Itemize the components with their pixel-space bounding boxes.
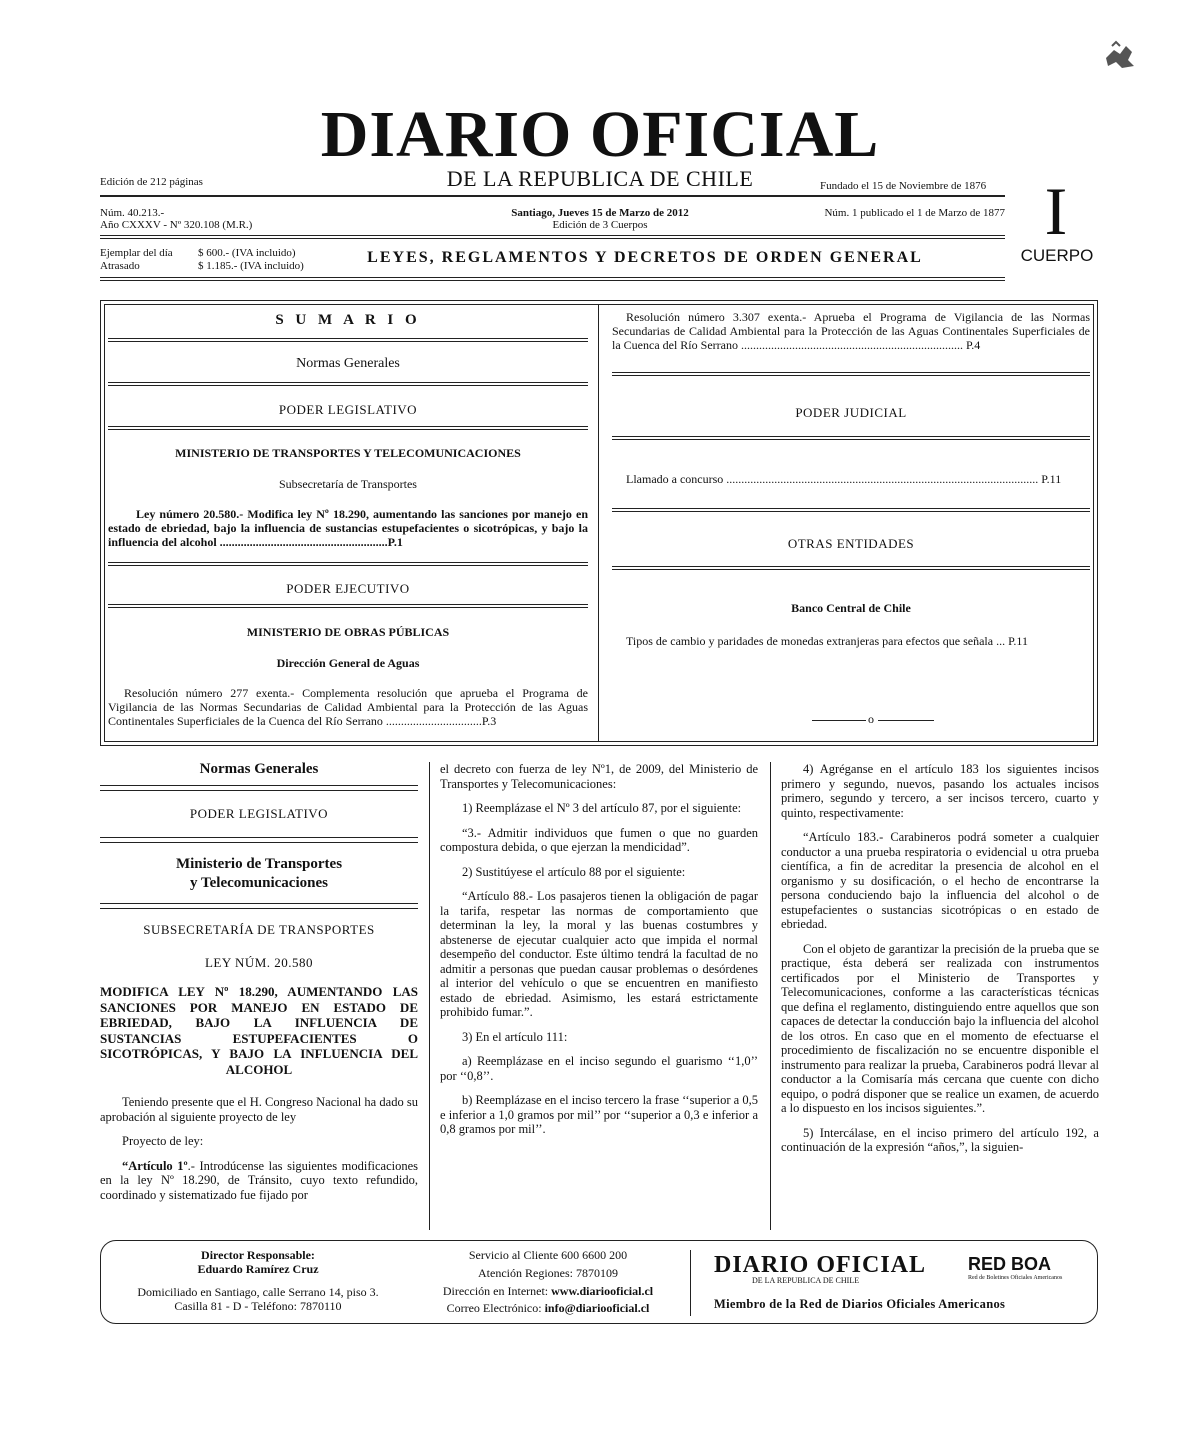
col1-ministerio-2: y Telecomunicaciones [190, 875, 328, 891]
sumario-end-mark: o [868, 712, 874, 726]
sumario-ministerio-obras: MINISTERIO DE OBRAS PÚBLICAS [246, 625, 450, 639]
sumario-res-277[interactable]: Resolución número 277 exenta.- Complementa resolución que aprueba el Programa de Vigilancia de las Normas Secundarias de Calidad Ambiental para la Protección de las Aguas Continentales Superficiales de la Cuenca del Río Serrano ................................P.3 [108, 686, 588, 728]
col2-paragraph-6: a) Reemplázase en el inciso segundo el guarismo ‘‘1,0’’ por ‘‘0,8’’. [440, 1054, 758, 1083]
article-column-3 [781, 762, 1099, 1165]
first-published: Núm. 1 publicado el 1 de Marzo de 1877 [824, 207, 1005, 219]
corner-stamp-icon [1100, 40, 1140, 74]
col2-paragraph-7: b) Reemplázase en el inciso tercero la frase ‘‘superior a 0,5 e inferior a 1,0 gramos por mil’’ por ‘‘superior a 0,3 e inferior a 0,8 gramos por mil’’. [440, 1093, 758, 1136]
col3-paragraph-4: 5) Intercálase, en el inciso primero del artículo 192, a continuación de la expresión “años,”, la siguien- [781, 1125, 1099, 1154]
sumario-res-3307[interactable]: Resolución número 3.307 exenta.- Aprueba el Programa de Vigilancia de las Normas Secundarias de Calidad Ambiental para la Protección de las Aguas Continentales Superficiales de la Cuenca del Río Serrano .......................................................................... P.4 [612, 310, 1090, 352]
sumario-title: S U M A R I O [275, 312, 421, 328]
sumario-normas: Normas Generales [296, 356, 400, 371]
col1-ministerio: Ministerio de Transportes [175, 856, 343, 872]
sumario-subsecretaria: Subsecretaría de Transportes [279, 477, 417, 491]
footer-email-label: Correo Electrónico: [446, 1301, 545, 1315]
col2-paragraph-0: el decreto con fuerza de ley Nº1, de 2009, del Ministerio de Transportes y Telecomunicaciones: [440, 762, 758, 791]
footer-director-label: Director Responsable: [201, 1248, 315, 1262]
edition-pages: Edición de 212 páginas [100, 176, 203, 188]
cuerpo-label: CUERPO [1020, 246, 1094, 265]
sumario-tipos-cambio[interactable]: Tipos de cambio y paridades de monedas extranjeras para efectos que señala ... P.11 [626, 634, 1028, 648]
footer-address-1: Domiciliado en Santiago, calle Serrano 14, piso 3. [137, 1285, 379, 1299]
footer-web-label: Dirección en Internet: [442, 1284, 552, 1298]
sumario-ministerio-transportes: MINISTERIO DE TRANSPORTES Y TELECOMUNICACIONES [175, 446, 521, 460]
footer-address-2: Casilla 81 - D - Teléfono: 7870110 [174, 1299, 342, 1313]
redboa-logo: RED BOA [968, 1254, 1052, 1274]
sumario-otras-entidades: OTRAS ENTIDADES [787, 536, 915, 551]
sumario-poder-legislativo: PODER LEGISLATIVO [278, 402, 418, 417]
col2-paragraph-2: “3.- Admitir individuos que fumen o que no guarden compostura debida, o que ejerzan la mendicidad”. [440, 825, 758, 854]
masthead-title: DIARIO OFICIAL [320, 98, 880, 171]
section-title: LEYES, REGLAMENTOS Y DECRETOS DE ORDEN GENERAL [367, 249, 923, 266]
col1-ley-number: LEY NÚM. 20.580 [204, 954, 314, 970]
footer-logo: DIARIO OFICIAL [714, 1252, 927, 1278]
col2-paragraph-5: 3) En el artículo 111: [462, 1029, 568, 1044]
col1-paragraph-1: Teniendo presente que el H. Congreso Nacional ha dado su aprobación al siguiente proyecto de ley [100, 1095, 418, 1124]
redboa-subtitle: Red de Boletines Oficiales Americanos [968, 1275, 1063, 1281]
article-column-1 [100, 762, 418, 1212]
col3-paragraph-1: 4) Agréganse en el artículo 183 los siguientes incisos primero y segundo, nuevos, pasando los actuales incisos primero, segundo y tercero, a ser incisos tercero, cuarto y quinto, respectivamente: [781, 762, 1099, 820]
col1-headline: MODIFICA LEY Nº 18.290, AUMENTANDO LAS SANCIONES POR MANEJO EN ESTADO DE EBRIEDAD, BAJO LA INFLUENCIA DE SUSTANCIAS ESTUPEFACIENTES O SICOTRÓPICAS, Y BAJO LA INFLUENCIA DEL ALCOHOL [100, 984, 418, 1077]
sumario-llamado[interactable]: Llamado a concurso ........................................................................................................ P.11 [626, 472, 1062, 486]
col3-paragraph-3: Con el objeto de garantizar la precisión de la prueba que se practique, ésta deberá ser realizada con instrumentos certificados por el Ministerio de Transportes y Telecomunicaciones, conforme a las características técnicas que defina el reglamento, distinguiendo entre aquellos que son capaces de detectar la conducción bajo la influencia del alcohol de los otros. En caso que en el momento de efectuarse el procedimiento de fiscalización no se encuentre disponible el instrumento para realizar la prueba, Carabineros podrá llevar al conductor a la Comisaría más cercana que cuente con dicho equipo, o podrá disponer que se realice un examen, de acuerdo a lo dispuesto en los incisos siguientes.”. [781, 941, 1099, 1115]
issue-date: Santiago, Jueves 15 de Marzo de 2012 [511, 207, 689, 219]
article-column-2 [440, 762, 758, 1147]
footer-email-line [410, 1301, 686, 1315]
footer-director-name: Eduardo Ramírez Cruz [197, 1262, 319, 1276]
sumario-banco-central: Banco Central de Chile [791, 601, 911, 615]
footer-member-text: Miembro de la Red de Diarios Oficiales Americanos [714, 1297, 1006, 1311]
masthead-subtitle: DE LA REPUBLICA DE CHILE [446, 166, 754, 191]
footer-web-line [410, 1284, 686, 1298]
col3-paragraph-2: “Artículo 183.- Carabineros podrá someter a cualquier conductor a una prueba respiratoria o evidencial u otra prueba científica, a fin de acreditar la presencia de alcohol en el organismo y su dosificación, o el hecho de encontrarse la persona conduciendo bajo la influencia del alcohol o de estupefacientes o sustancias sicotrópicas o en estado de ebriedad. [781, 830, 1099, 931]
sumario-ley-entry[interactable]: Ley número 20.580.- Modifica ley Nº 18.290, aumentando las sanciones por manejo en estado de ebriedad, bajo la influencia de sustancias estupefacientes o sicotrópicas, y bajo la influencia del alcohol ........................................................P.1 [108, 507, 588, 549]
price-late-label: Atrasado [100, 260, 140, 272]
col1-poder: PODER LEGISLATIVO [189, 805, 329, 821]
price-day-label: Ejemplar del día [100, 247, 173, 259]
col2-paragraph-4: “Artículo 88.- Los pasajeros tienen la obligación de pagar la tarifa, respetar las normas de comportamiento que determinan la ley, la moral y las buenas costumbres y abstenerse de ejecutar cualquier acto que impida el normal desempeño del conductor. Este último tendrá la facultad de no admitir a personas que puedan causar problemas o desórdenes al interior del vehículo o que se encuentren en manifiesto estado de ebriedad. Asimismo, les estará estrictamente prohibido fumar.”. [440, 889, 758, 1019]
year-info: Año CXXXV - Nº 320.108 (M.R.) [100, 219, 253, 231]
footer-logo-subtitle: DE LA REPUBLICA DE CHILE [752, 1276, 860, 1285]
footer-web-link[interactable]: www.diariooficial.cl [551, 1284, 654, 1298]
col2-paragraph-1: 1) Reemplázase el Nº 3 del artículo 87, por el siguiente: [462, 801, 742, 815]
footer-service: Servicio al Cliente 600 6600 200 [468, 1248, 628, 1262]
sumario-direccion-aguas: Dirección General de Aguas [276, 656, 420, 670]
col1-article-label: “Artículo 1º [122, 1158, 188, 1173]
price-day: $ 600.- (IVA incluido) [198, 247, 296, 259]
footer-email-link[interactable]: info@diariooficial.cl [544, 1301, 650, 1315]
sumario-poder-ejecutivo: PODER EJECUTIVO [286, 581, 410, 596]
bodies-count: Edición de 3 Cuerpos [552, 219, 648, 231]
col1-subsecretaria: SUBSECRETARÍA DE TRANSPORTES [143, 922, 375, 937]
col1-article-text: .- Introdúcense las siguientes modificaciones en la ley Nº 18.290, de Tránsito, cuyo texto refundido, coordinado y sistematizado fue fijado por [100, 1158, 419, 1202]
price-late: $ 1.185.- (IVA incluido) [198, 260, 304, 272]
issue-number: Núm. 40.213.- [100, 207, 165, 219]
col1-paragraph-3 [100, 1159, 418, 1203]
sumario-poder-judicial: PODER JUDICIAL [795, 405, 907, 420]
founded-date: Fundado el 15 de Noviembre de 1876 [820, 180, 987, 192]
cuerpo-number: I [1044, 173, 1068, 249]
footer-regions: Atención Regiones: 7870109 [478, 1266, 618, 1280]
col1-paragraph-2: Proyecto de ley: [122, 1134, 204, 1148]
col1-normas: Normas Generales [199, 761, 319, 777]
col2-paragraph-3: 2) Sustitúyese el artículo 88 por el siguiente: [462, 864, 686, 879]
